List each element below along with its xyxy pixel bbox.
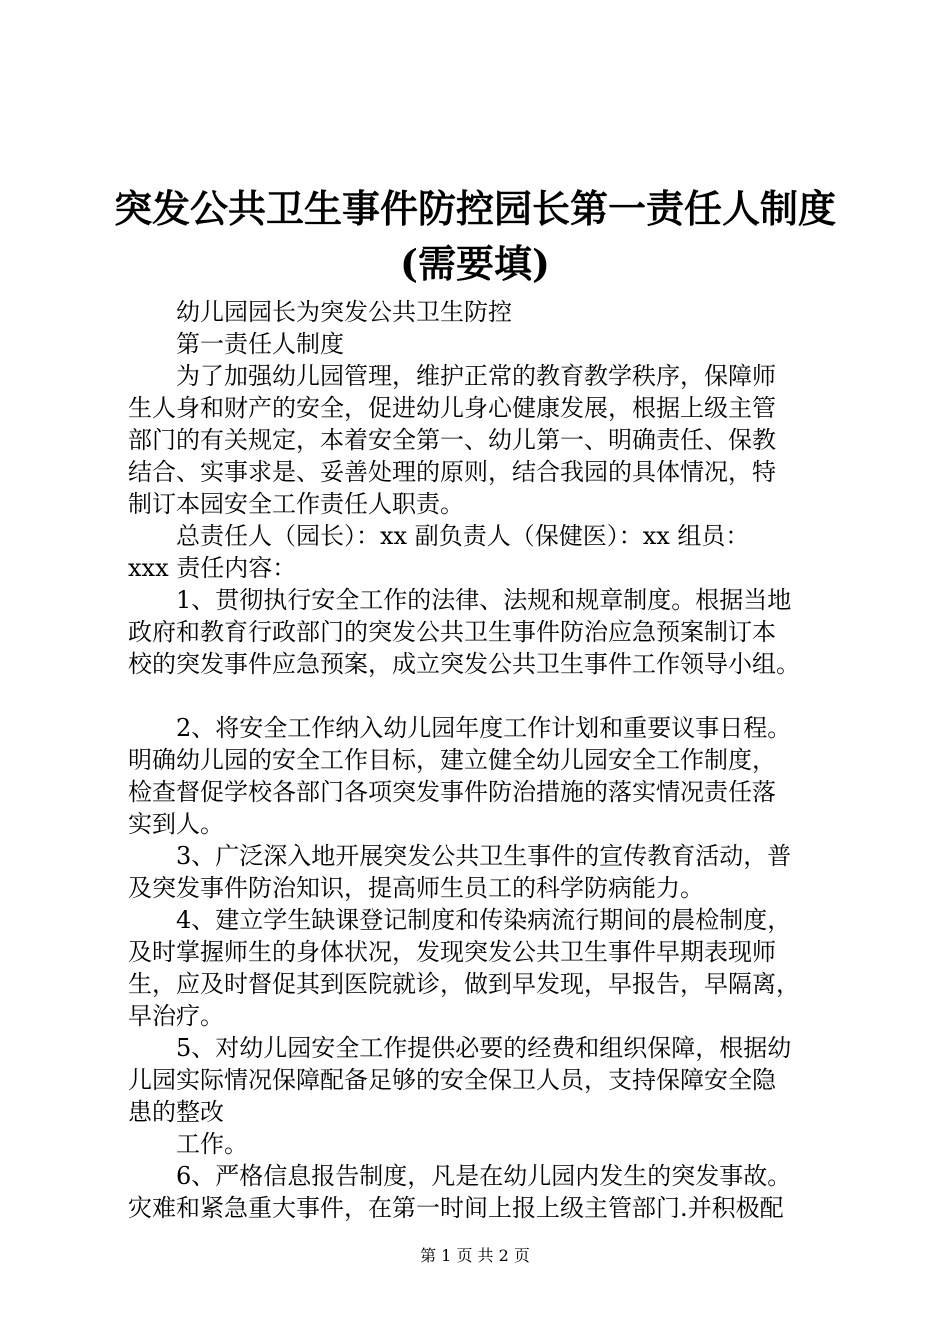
body-line: 明确幼儿园的安全工作目标，建立健全幼儿园安全工作制度， — [128, 746, 776, 774]
document-title: 突发公共卫生事件防控园长第一责任人制度 — [113, 186, 836, 231]
body-line: 及时掌握师生的身体状况，发现突发公共卫生事件早期表现师 — [128, 938, 776, 966]
body-line: 幼儿园园长为突发公共卫生防控 — [128, 298, 512, 326]
page-footer: 第 1 页 共 2 页 — [420, 1246, 530, 1265]
body-line: xxx 责任内容： — [128, 554, 297, 582]
body-line: 部门的有关规定，本着安全第一、幼儿第一、明确责任、保教 — [128, 426, 776, 454]
body-line: 5、对幼儿园安全工作提供必要的经费和组织保障，根据幼 — [128, 1034, 792, 1062]
body-line: 校的突发事件应急预案，成立突发公共卫生事件工作领导小组。 — [128, 650, 800, 678]
body-line: 为了加强幼儿园管理，维护正常的教育教学秩序，保障师 — [128, 362, 776, 390]
body-line: 实到人。 — [128, 810, 224, 838]
body-line: 生，应及时督促其到医院就诊，做到早发现，早报告，早隔离， — [128, 970, 800, 998]
body-line: 灾难和紧急重大事件，在第一时间上报上级主管部门.并积极配 — [128, 1194, 784, 1222]
body-line: 6、严格信息报告制度，凡是在幼儿园内发生的突发事故。 — [128, 1162, 792, 1190]
body-line: 制订本园安全工作责任人职责。 — [128, 490, 464, 518]
body-line: 生人身和财产的安全，促进幼儿身心健康发展，根据上级主管 — [128, 394, 776, 422]
body-line: 3、广泛深入地开展突发公共卫生事件的宣传教育活动，普 — [128, 842, 792, 870]
body-line: 总责任人（园长）：xx 副负责人（保健医）：xx 组员： — [128, 522, 750, 550]
body-line: 检查督促学校各部门各项突发事件防治措施的落实情况责任落 — [128, 778, 776, 806]
body-line: 1、贯彻执行安全工作的法律、法规和规章制度。根据当地 — [128, 586, 792, 614]
body-line: 儿园实际情况保障配备足够的安全保卫人员，支持保障安全隐 — [128, 1066, 776, 1094]
document-title-note: (需要填) — [400, 241, 550, 286]
body-line: 及突发事件防治知识，提高师生员工的科学防病能力。 — [128, 874, 704, 902]
body-line: 第一责任人制度 — [128, 330, 344, 358]
body-line: 患的整改 — [128, 1098, 224, 1126]
body-line: 结合、实事求是、妥善处理的原则，结合我园的具体情况，特 — [128, 458, 776, 486]
body-line: 政府和教育行政部门的突发公共卫生事件防治应急预案制订本 — [128, 618, 776, 646]
body-line: 4、建立学生缺课登记制度和传染病流行期间的晨检制度， — [128, 906, 792, 934]
body-line: 2、将安全工作纳入幼儿园年度工作计划和重要议事日程。 — [128, 714, 792, 742]
body-line: 早治疗。 — [128, 1002, 224, 1030]
body-line: 工作。 — [128, 1130, 248, 1158]
